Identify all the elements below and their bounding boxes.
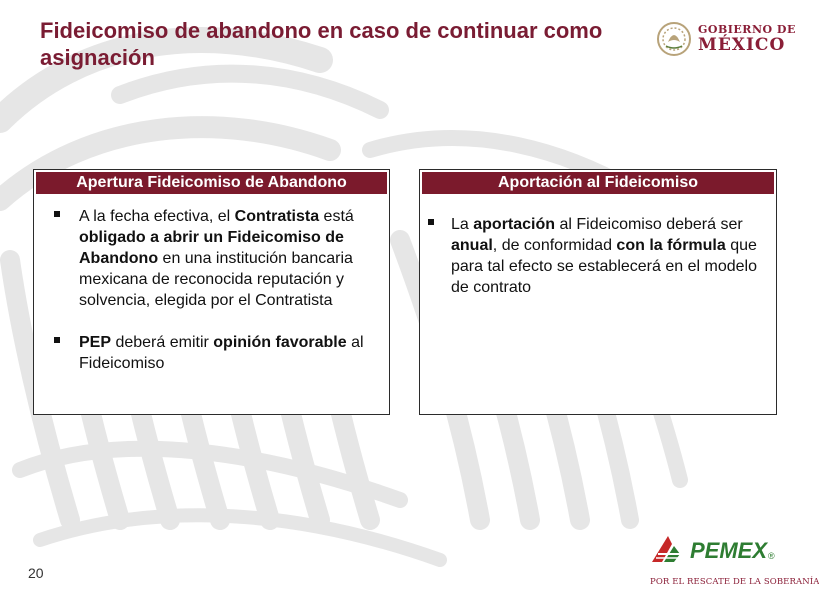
apertura-bullet-list — [34, 206, 389, 374]
pemex-slogan: POR EL RESCATE DE LA SOBERANÍA — [650, 577, 819, 587]
bullet-item — [34, 206, 389, 311]
bullet-item — [420, 214, 776, 298]
registered-mark: ® — [768, 551, 775, 561]
bullet-text: La aportación al Fideicomiso deberá ser anual, de conformidad con la fórmula que para tal efecto se establecerá en el modelo de contrato — [451, 216, 757, 296]
pemex-logo — [650, 532, 780, 567]
gobierno-logo-line1: GOBIERNO DE — [698, 23, 796, 36]
bullet-text: A la fecha efectiva, el Contratista está obligado a abrir un Fideicomiso de Abandono en una institución bancaria mexicana de reconocida reputación y solvencia, elegida por el Contratista — [79, 208, 354, 309]
aportacion-fideicomiso-header: Aportación al Fideicomiso — [422, 172, 774, 194]
square-bullet-icon — [428, 219, 434, 225]
page-number: 20 — [28, 565, 44, 581]
gobierno-de-mexico-logo — [656, 20, 796, 62]
apertura-fideicomiso-box — [33, 169, 390, 415]
apertura-fideicomiso-header: Apertura Fideicomiso de Abandono — [36, 172, 387, 194]
square-bullet-icon — [54, 211, 60, 217]
pemex-wordmark: PEMEX — [690, 538, 768, 563]
aportacion-fideicomiso-box — [419, 169, 777, 415]
aportacion-bullet-list — [420, 214, 776, 298]
eagle-seal-icon — [656, 20, 692, 58]
pemex-eagle-icon — [650, 532, 690, 566]
gobierno-logo-line2: MÉXICO — [698, 35, 786, 55]
bullet-item — [34, 332, 389, 374]
slide-title: Fideicomiso de abandono en caso de continuar como asignación — [40, 18, 603, 70]
square-bullet-icon — [54, 337, 60, 343]
bullet-text: PEP deberá emitir opinión favorable al Fideicomiso — [79, 334, 364, 372]
